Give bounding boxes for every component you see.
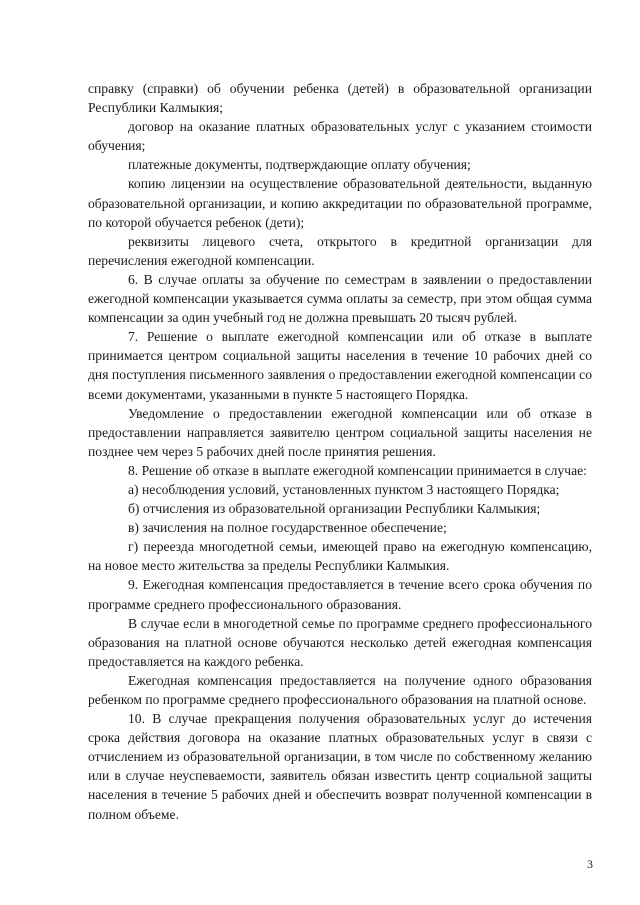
paragraph-one-education: Ежегодная компенсация предоставляется на получение одного образования ребенком по программе среднего профессионального образования на платной основе. [88, 672, 592, 707]
paragraph-license: копию лицензии на осуществление образовательной деятельности, выданную образовательной организации, и копию аккредитации по образовательной программе, по которой обучается ребенок (дети); [88, 176, 592, 230]
paragraph-multiple-children: В случае если в многодетной семье по программе среднего профессионального образования на платной основе обучаются несколько детей ежегодная компенсация предоставляется на каждого ребенка. [88, 615, 592, 669]
paragraph-certificate: справку (справки) об обучении ребенка (детей) в образовательной организации Республики Калмыкия; [88, 81, 592, 116]
paragraph-item-7: 7. Решение о выплате ежегодной компенсации или об отказе в выплате принимается центром социальной защиты населения в течение 10 рабочих дней со дня поступления письменного заявления о предоставлении ежегодной компенсации со всеми документами, указанными в пункте 5 настоящего Порядка. [88, 329, 592, 402]
paragraph-notification: Уведомление о предоставлении ежегодной компенсации или об отказе в предоставлении направляется заявителю центром социальной защиты населения не позднее чем через 5 рабочих дней после принятия решения. [88, 405, 592, 459]
paragraph-item-8a: а) несоблюдения условий, установленных пунктом 3 настоящего Порядка; [128, 481, 560, 497]
paragraph-item-9: 9. Ежегодная компенсация предоставляется в течение всего срока обучения по программе среднего профессионального образования. [88, 577, 592, 612]
paragraph-item-8b: б) отчисления из образовательной организации Республики Калмыкия; [128, 501, 541, 517]
paragraph-item-8: 8. Решение об отказе в выплате ежегодной компенсации принимается в случае: [128, 462, 587, 478]
paragraph-contract: договор на оказание платных образовательных услуг с указанием стоимости обучения; [88, 119, 592, 154]
page-number: 3 [587, 857, 593, 871]
paragraph-bank-details: реквизиты лицевого счета, открытого в кредитной организации для перечисления ежегодной компенсации. [88, 233, 592, 268]
paragraph-payment-documents: платежные документы, подтверждающие оплату обучения; [128, 157, 471, 173]
paragraph-item-6: 6. В случае оплаты за обучение по семестрам в заявлении о предоставлении ежегодной компенсации указывается сумма оплаты за семестр, при этом общая сумма компенсации за один учебный год не должна превышать 20 тысяч рублей. [88, 271, 592, 326]
paragraph-item-10: 10. В случае прекращения получения образовательных услуг до истечения срока действия договора на оказание платных образовательных услуг в связи с отчислением из образовательной организации, в том числе по собственному желанию или в случае неуспеваемости, заявитель обязан известить центр социальной защиты населения в течение 5 рабочих дней и обеспечить возврат полученной компенсации в полном объеме. [88, 711, 592, 822]
paragraph-item-8c: в) зачисления на полное государственное обеспечение; [128, 520, 447, 536]
document-body [88, 79, 592, 824]
paragraph-item-8d: г) переезда многодетной семьи, имеющей право на ежегодную компенсацию, на новое место жительства за пределы Республики Калмыкия. [88, 539, 592, 574]
